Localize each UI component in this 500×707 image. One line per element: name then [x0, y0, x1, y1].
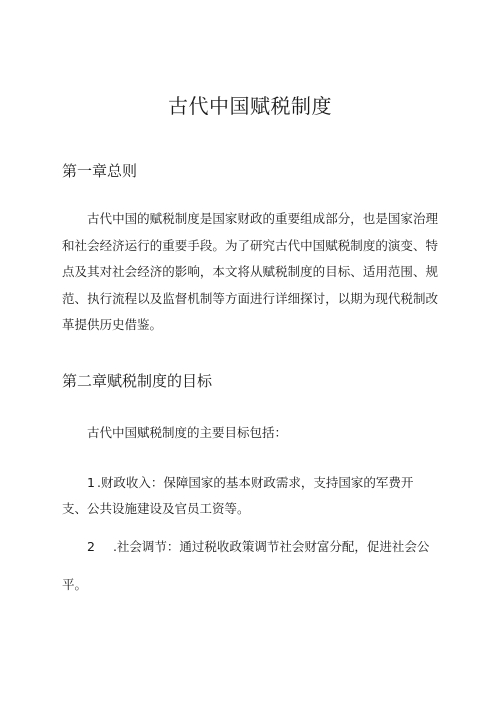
list-item-number: 2 [87, 539, 95, 554]
list-item-number: 1 [87, 475, 95, 490]
document-title: 古代中国赋税制度 [168, 94, 332, 118]
chapter-2-heading: 第二章赋税制度的目标 [62, 372, 213, 390]
list-item-text: .社会调节：通过税收政策调节社会财富分配，促进社会公平。 [62, 539, 430, 592]
list-item [62, 470, 438, 522]
list-item-text: .财政收入：保障国家的基本财政需求，支持国家的军费开支、公共设施建设及官员工资等。 [62, 475, 414, 516]
chapter-1-paragraph: 古代中国的赋税制度是国家财政的重要组成部分，也是国家治理和社会经济运行的重要手段。为了研究古代中国赋税制度的演变、特点及其对社会经济的影响，本文将从赋税制度的目标、适用范围、规范、执行流程以及监督机制等方面进行详细探讨，以期为现代税制改革提供历史借鉴。 [62, 211, 438, 332]
list-item [62, 528, 438, 604]
chapter-1-heading: 第一章总则 [62, 162, 138, 180]
chapter-2-intro: 古代中国赋税制度的主要目标包括： [87, 425, 288, 440]
